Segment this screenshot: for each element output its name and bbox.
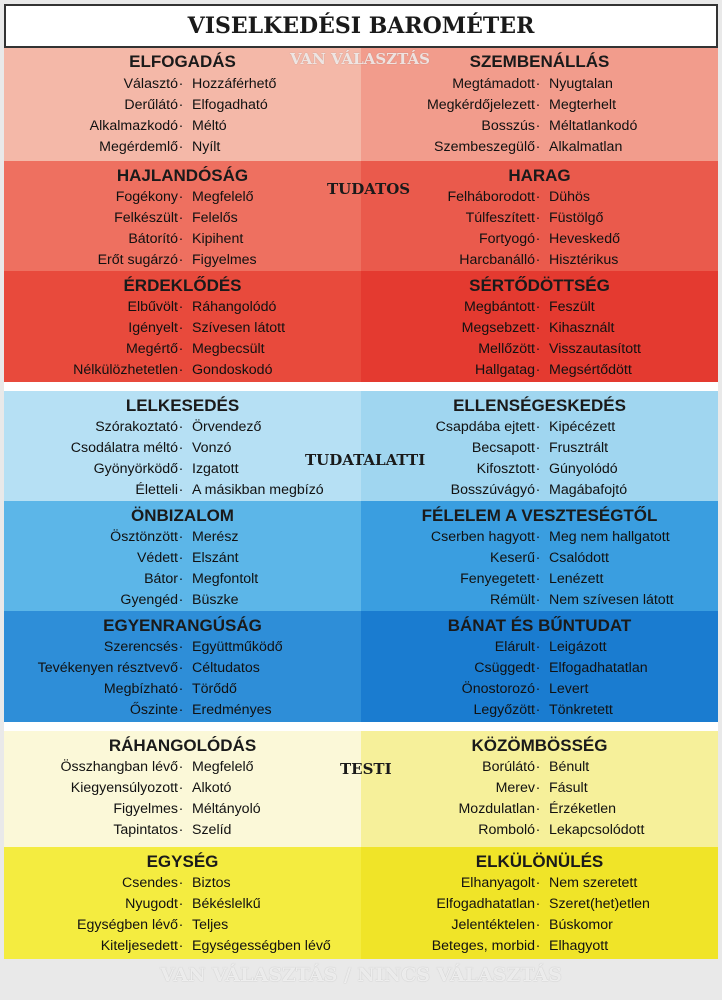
feeling-word-1: Mozdulatlan [458, 801, 535, 817]
feeling-word-1: Fortyogó [479, 231, 535, 247]
separator-dot: · [178, 139, 184, 155]
negative-group [361, 271, 718, 382]
band-divider [4, 722, 718, 731]
separator-dot: · [535, 440, 541, 456]
negative-group [361, 731, 718, 847]
barometer-band [4, 161, 718, 271]
separator-dot: · [178, 529, 184, 545]
negative-group [361, 847, 718, 959]
feeling-word-2: Nem szeretett [549, 875, 638, 891]
feeling-word-1: Borúlátó [482, 759, 535, 775]
feeling-word-2: Visszautasított [549, 341, 642, 357]
feeling-word-1: Bátor [144, 571, 178, 587]
feeling-row [361, 318, 718, 339]
feeling-row [4, 250, 361, 271]
positive-group [4, 847, 361, 959]
feeling-word-1: Szerencsés [103, 639, 178, 655]
group-heading: EGYSÉG [146, 852, 219, 871]
feeling-row [4, 799, 361, 820]
feeling-row [4, 778, 361, 799]
feeling-word-2: Hozzáférhető [192, 76, 277, 92]
feeling-row [4, 679, 361, 700]
positive-group [4, 271, 361, 382]
feeling-word-1: Hallgatag [475, 362, 535, 378]
positive-group [4, 391, 361, 501]
separator-dot: · [178, 231, 184, 247]
feeling-word-2: A másikban megbízó [192, 482, 324, 498]
feeling-word-1: Egységben lévő [77, 917, 178, 933]
feeling-row [361, 360, 718, 381]
feeling-row [4, 480, 361, 501]
separator-dot: · [178, 299, 184, 315]
feeling-word-2: Lekapcsolódott [549, 822, 645, 838]
feeling-word-2: Füstölgő [549, 210, 604, 226]
feeling-word-2: Örvendező [192, 419, 262, 435]
feeling-row [4, 318, 361, 339]
separator-dot: · [535, 118, 541, 134]
separator-dot: · [178, 875, 184, 891]
feeling-word-1: Csüggedt [474, 660, 535, 676]
barometer-band [4, 271, 718, 382]
feeling-word-2: Nyílt [192, 139, 221, 155]
feeling-row [4, 116, 361, 137]
feeling-row [361, 757, 718, 778]
feeling-word-2: Bénult [549, 759, 590, 775]
feeling-word-1: Összhangban lévő [60, 759, 178, 775]
feeling-row [361, 250, 718, 271]
separator-dot: · [178, 362, 184, 378]
separator-dot: · [178, 896, 184, 912]
separator-dot: · [535, 76, 541, 92]
feeling-row [361, 820, 718, 841]
separator-dot: · [178, 252, 184, 268]
feeling-word-1: Megbízható [103, 681, 178, 697]
feeling-row [361, 658, 718, 679]
feeling-word-2: Büszke [192, 592, 239, 608]
feeling-row [4, 757, 361, 778]
group-heading: HARAG [508, 166, 571, 185]
feeling-word-2: Szívesen látott [192, 320, 286, 336]
feeling-word-2: Heveskedő [549, 231, 620, 247]
band-divider [4, 382, 718, 391]
feeling-word-1: Elbűvölt [127, 299, 178, 315]
feeling-row [4, 936, 361, 957]
feeling-word-1: Elhanyagolt [460, 875, 535, 891]
feeling-word-2: Levert [549, 681, 589, 697]
feeling-word-1: Védett [136, 550, 178, 566]
feeling-word-1: Bosszúvágyó [450, 482, 535, 498]
group-heading: ÖNBIZALOM [131, 506, 234, 525]
separator-dot: · [535, 210, 541, 226]
separator-dot: · [178, 639, 184, 655]
separator-dot: · [535, 801, 541, 817]
feeling-word-1: Becsapott [471, 440, 535, 456]
feeling-row [4, 137, 361, 158]
separator-dot: · [178, 320, 184, 336]
feeling-word-2: Megfontolt [192, 571, 259, 587]
feeling-word-1: Romboló [478, 822, 535, 838]
feeling-word-2: Leigázott [549, 639, 607, 655]
feeling-word-2: Magábafojtó [549, 482, 628, 498]
feeling-word-1: Önostorozó [461, 681, 535, 697]
positive-group [4, 501, 361, 611]
feeling-word-2: Figyelmes [192, 252, 257, 268]
feeling-word-2: Alkalmatlan [549, 139, 623, 155]
feeling-word-2: Kihasznált [549, 320, 615, 336]
barometer-band [4, 501, 718, 611]
feeling-word-1: Derűlátó [124, 97, 178, 113]
feeling-word-2: Frusztrált [549, 440, 609, 456]
group-heading: ELLENSÉGESKEDÉS [453, 396, 626, 415]
barometer-poster [4, 4, 718, 996]
feeling-word-2: Nyugtalan [549, 76, 613, 92]
top-choice-label: VAN VÁLASZTÁS [290, 50, 430, 68]
feeling-word-2: Lenézett [549, 571, 604, 587]
feeling-word-1: Megsebzett [461, 320, 535, 336]
feeling-row [4, 658, 361, 679]
feeling-row [361, 208, 718, 229]
positive-group [4, 731, 361, 847]
feeling-word-1: Csodálatra méltó [70, 440, 178, 456]
feeling-word-2: Méltányoló [192, 801, 261, 817]
feeling-row [4, 894, 361, 915]
feeling-row [4, 417, 361, 438]
group-heading: SZEMBENÁLLÁS [469, 52, 610, 71]
feeling-word-1: Figyelmes [113, 801, 178, 817]
feeling-word-2: Fásult [549, 780, 588, 796]
feeling-word-1: Tevékenyen résztvevő [37, 660, 178, 676]
positive-group [4, 611, 361, 722]
feeling-word-1: Jelentéktelen [451, 917, 535, 933]
feeling-word-1: Életteli [135, 482, 178, 498]
separator-dot: · [535, 550, 541, 566]
feeling-row [4, 297, 361, 318]
feeling-word-2: Megfelelő [192, 189, 254, 205]
feeling-word-1: Igényelt [128, 320, 178, 336]
feeling-word-1: Harcbanálló [459, 252, 535, 268]
feeling-word-2: Teljes [192, 917, 229, 933]
group-heading: BÁNAT ÉS BŰNTUDAT [447, 616, 632, 635]
feeling-word-2: Törődő [192, 681, 237, 697]
feeling-word-1: Cserben hagyott [430, 529, 535, 545]
level-label-tudatalatti: TUDATALATTI [305, 451, 426, 469]
feeling-row [361, 187, 718, 208]
feeling-word-1: Keserű [490, 550, 535, 566]
feeling-word-1: Alkalmazkodó [89, 118, 178, 134]
feeling-word-1: Bosszús [481, 118, 535, 134]
feeling-word-1: Kiegyensúlyozott [70, 780, 178, 796]
feeling-row [4, 548, 361, 569]
feeling-row [4, 637, 361, 658]
feeling-word-1: Mellőzött [478, 341, 535, 357]
feeling-word-2: Búskomor [549, 917, 613, 933]
separator-dot: · [178, 660, 184, 676]
feeling-row [361, 873, 718, 894]
level-label-testi: TESTI [340, 760, 392, 778]
feeling-word-2: Elszánt [192, 550, 239, 566]
separator-dot: · [178, 571, 184, 587]
feeling-word-2: Vonzó [192, 440, 232, 456]
group-heading: ÉRDEKLŐDÉS [123, 276, 242, 295]
separator-dot: · [178, 189, 184, 205]
feeling-row [4, 208, 361, 229]
group-heading: HAJLANDÓSÁG [116, 166, 249, 185]
separator-dot: · [535, 320, 541, 336]
feeling-word-1: Merev [495, 780, 535, 796]
feeling-word-2: Merész [192, 529, 239, 545]
feeling-word-1: Csapdába ejtett [435, 419, 535, 435]
separator-dot: · [535, 896, 541, 912]
feeling-word-2: Elfogadhatatlan [549, 660, 648, 676]
feeling-word-1: Megérdemlő [99, 139, 178, 155]
feeling-word-1: Bátorító [128, 231, 178, 247]
feeling-word-2: Megsértődött [549, 362, 632, 378]
feeling-word-2: Érzéketlen [549, 801, 617, 817]
separator-dot: · [535, 702, 541, 718]
feeling-row [361, 339, 718, 360]
separator-dot: · [535, 231, 541, 247]
separator-dot: · [535, 362, 541, 378]
group-heading: ELKÜLÖNÜLÉS [475, 852, 604, 871]
feeling-word-2: Ráhangolódó [192, 299, 277, 315]
feeling-row [4, 820, 361, 841]
feeling-row [4, 590, 361, 611]
separator-dot: · [535, 759, 541, 775]
feeling-word-1: Gyengéd [120, 592, 178, 608]
feeling-word-2: Szelíd [192, 822, 232, 838]
feeling-row [361, 229, 718, 250]
negative-group [361, 501, 718, 611]
feeling-word-2: Megfelelő [192, 759, 254, 775]
feeling-word-2: Dühös [549, 189, 591, 205]
feeling-word-2: Méltó [192, 118, 227, 134]
separator-dot: · [178, 780, 184, 796]
feeling-row [4, 569, 361, 590]
separator-dot: · [535, 299, 541, 315]
feeling-row [361, 894, 718, 915]
feeling-word-2: Biztos [192, 875, 231, 891]
feeling-row [361, 778, 718, 799]
feeling-word-1: Rémült [490, 592, 535, 608]
feeling-word-1: Megkérdőjelezett [426, 97, 535, 113]
feeling-word-1: Megtámadott [452, 76, 535, 92]
feeling-word-2: Együttműködő [192, 639, 283, 655]
feeling-word-1: Erőt sugárzó [97, 252, 178, 268]
feeling-word-2: Meg nem hallgatott [549, 529, 670, 545]
separator-dot: · [535, 780, 541, 796]
feeling-word-1: Gyönyörködő [93, 461, 178, 477]
separator-dot: · [535, 681, 541, 697]
feeling-word-2: Egységességben lévő [192, 938, 331, 954]
feeling-word-1: Ösztönzött [110, 529, 178, 545]
feeling-row [361, 548, 718, 569]
separator-dot: · [178, 440, 184, 456]
separator-dot: · [178, 461, 184, 477]
separator-dot: · [178, 118, 184, 134]
separator-dot: · [535, 917, 541, 933]
feeling-word-1: Kifosztott [476, 461, 535, 477]
separator-dot: · [535, 252, 541, 268]
feeling-word-2: Gúnyolódó [549, 461, 618, 477]
feeling-row [4, 873, 361, 894]
feeling-word-2: Hisztérikus [549, 252, 619, 268]
separator-dot: · [178, 592, 184, 608]
feeling-word-1: Nyugodt [125, 896, 178, 912]
feeling-word-2: Kipécézett [549, 419, 616, 435]
feeling-word-2: Megterhelt [549, 97, 617, 113]
separator-dot: · [178, 76, 184, 92]
poster-title: VISELKEDÉSI BAROMÉTER [4, 4, 718, 48]
separator-dot: · [535, 875, 541, 891]
group-heading: SÉRTŐDÖTTSÉG [469, 276, 610, 295]
barometer-band [4, 731, 718, 847]
feeling-word-1: Legyőzött [473, 702, 535, 718]
feeling-word-2: Gondoskodó [192, 362, 273, 378]
negative-group [361, 161, 718, 271]
negative-group [361, 611, 718, 722]
feeling-row [361, 480, 718, 501]
feeling-row [4, 229, 361, 250]
group-heading: ELFOGADÁS [129, 52, 236, 71]
separator-dot: · [535, 461, 541, 477]
feeling-word-2: Feszült [549, 299, 595, 315]
separator-dot: · [535, 139, 541, 155]
separator-dot: · [535, 938, 541, 954]
feeling-word-2: Céltudatos [192, 660, 260, 676]
feeling-word-1: Tapintatos [113, 822, 178, 838]
barometer-band [4, 611, 718, 722]
feeling-word-1: Fenyegetett [460, 571, 535, 587]
group-heading: FÉLELEM A VESZTESÉGTŐL [421, 506, 658, 525]
feeling-row [361, 679, 718, 700]
feeling-word-1: Beteges, morbid [431, 938, 535, 954]
separator-dot: · [178, 341, 184, 357]
separator-dot: · [178, 938, 184, 954]
feeling-word-1: Felkészült [114, 210, 178, 226]
feeling-row [4, 360, 361, 381]
group-heading: RÁHANGOLÓDÁS [108, 736, 257, 755]
bottom-choice-label: VAN VÁLASZTÁS / NINCS VÁLASZTÁS [160, 964, 562, 986]
feeling-row [361, 74, 718, 95]
separator-dot: · [178, 822, 184, 838]
feeling-row [361, 637, 718, 658]
separator-dot: · [178, 702, 184, 718]
separator-dot: · [178, 419, 184, 435]
separator-dot: · [178, 681, 184, 697]
separator-dot: · [535, 592, 541, 608]
separator-dot: · [535, 341, 541, 357]
feeling-row [361, 569, 718, 590]
feeling-word-1: Választó [123, 76, 178, 92]
feeling-word-1: Szembeszegülő [434, 139, 535, 155]
feeling-row [4, 339, 361, 360]
positive-group [4, 161, 361, 271]
feeling-word-2: Felelős [192, 210, 238, 226]
feeling-row [361, 590, 718, 611]
feeling-row [361, 95, 718, 116]
separator-dot: · [535, 189, 541, 205]
separator-dot: · [178, 482, 184, 498]
feeling-word-2: Megbecsült [192, 341, 265, 357]
group-heading: EGYENRANGÚSÁG [103, 616, 262, 635]
separator-dot: · [178, 759, 184, 775]
feeling-word-1: Kiteljesedett [100, 938, 178, 954]
feeling-row [361, 700, 718, 721]
barometer-band [4, 391, 718, 501]
separator-dot: · [535, 482, 541, 498]
feeling-word-2: Csalódott [549, 550, 609, 566]
separator-dot: · [178, 550, 184, 566]
feeling-word-2: Kipihent [192, 231, 244, 247]
feeling-word-1: Szórakoztató [95, 419, 178, 435]
separator-dot: · [178, 801, 184, 817]
feeling-word-1: Elfogadhatatlan [436, 896, 535, 912]
feeling-word-1: Túlfeszített [465, 210, 535, 226]
feeling-word-2: Eredményes [192, 702, 272, 718]
feeling-word-2: Nem szívesen látott [549, 592, 674, 608]
feeling-row [361, 936, 718, 957]
feeling-word-2: Szeret(het)etlen [549, 896, 650, 912]
feeling-row [4, 187, 361, 208]
feeling-row [4, 527, 361, 548]
feeling-word-1: Nélkülözhetetlen [73, 362, 178, 378]
separator-dot: · [535, 529, 541, 545]
feeling-row [361, 417, 718, 438]
feeling-word-2: Alkotó [192, 780, 232, 796]
feeling-row [361, 137, 718, 158]
feeling-word-2: Izgatott [192, 461, 239, 477]
feeling-word-1: Megbántott [464, 299, 535, 315]
feeling-row [361, 297, 718, 318]
feeling-row [361, 116, 718, 137]
separator-dot: · [535, 660, 541, 676]
separator-dot: · [535, 419, 541, 435]
group-heading: KÖZÖMBÖSSÉG [471, 736, 608, 755]
feeling-row [4, 700, 361, 721]
feeling-row [361, 799, 718, 820]
feeling-word-2: Békéslelkű [192, 896, 261, 912]
feeling-row [4, 74, 361, 95]
level-label-tudatos: TUDATOS [327, 180, 411, 198]
group-heading: LELKESEDÉS [125, 396, 240, 415]
feeling-row [361, 527, 718, 548]
feeling-word-1: Megértő [125, 341, 178, 357]
separator-dot: · [535, 97, 541, 113]
separator-dot: · [535, 571, 541, 587]
feeling-word-2: Elfogadható [192, 97, 268, 113]
feeling-word-1: Elárult [494, 639, 535, 655]
separator-dot: · [535, 822, 541, 838]
barometer-band [4, 847, 718, 959]
feeling-word-1: Fogékony [115, 189, 178, 205]
feeling-word-2: Tönkretett [549, 702, 613, 718]
feeling-row [361, 915, 718, 936]
separator-dot: · [178, 917, 184, 933]
negative-group [361, 391, 718, 501]
feeling-word-2: Elhagyott [549, 938, 609, 954]
separator-dot: · [535, 639, 541, 655]
separator-dot: · [178, 97, 184, 113]
feeling-row [4, 915, 361, 936]
feeling-word-2: Méltatlankodó [549, 118, 638, 134]
separator-dot: · [178, 210, 184, 226]
feeling-word-1: Felháborodott [447, 189, 535, 205]
feeling-word-1: Őszinte [129, 702, 178, 718]
feeling-row [4, 95, 361, 116]
feeling-word-1: Csendes [122, 875, 178, 891]
